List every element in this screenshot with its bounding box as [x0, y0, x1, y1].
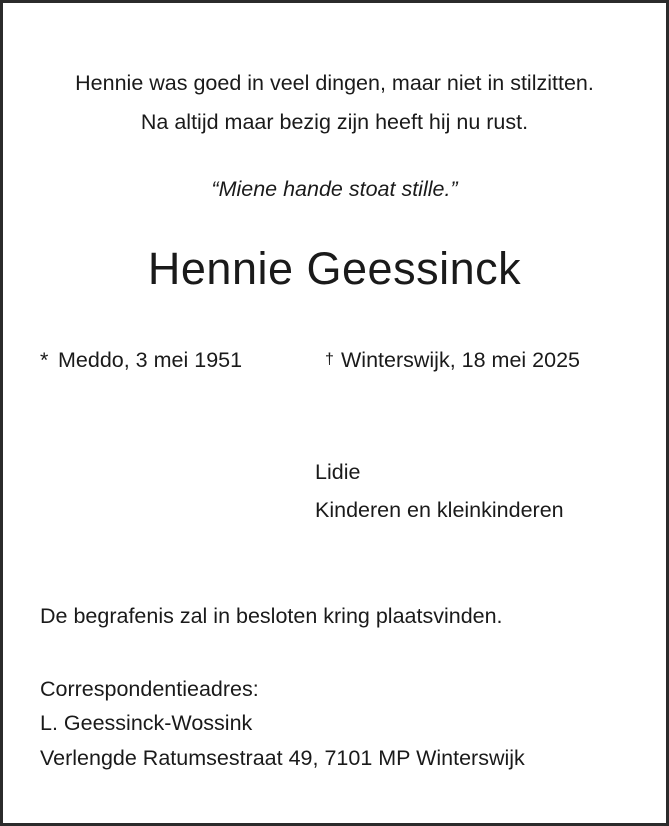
birth-asterisk-icon: *	[40, 348, 49, 372]
deceased-name: Hennie Geessinck	[147, 243, 522, 294]
death-text: Winterswijk, 18 mei 2025	[341, 348, 580, 372]
birth-text: Meddo, 3 mei 1951	[58, 348, 243, 372]
correspondence-address: Verlengde Ratumsestraat 49, 7101 MP Winterswijk	[40, 746, 525, 770]
death-dagger-icon: †	[325, 351, 334, 368]
survivor-1: Lidie	[315, 460, 361, 484]
correspondence-name: L. Geessinck-Wossink	[40, 711, 253, 735]
birth-info	[40, 347, 242, 373]
intro-line-2: Na altijd maar bezig zijn heeft hij nu rust.	[140, 110, 529, 134]
correspondence-label: Correspondentieadres:	[40, 677, 259, 701]
survivor-2: Kinderen en kleinkinderen	[315, 498, 564, 522]
quote: “Miene hande stoat stille.”	[211, 177, 458, 201]
intro-line-1: Hennie was goed in veel dingen, maar niet in stilzitten.	[75, 71, 594, 95]
death-info	[325, 347, 580, 373]
funeral-notice: De begrafenis zal in besloten kring plaatsvinden.	[40, 604, 503, 628]
